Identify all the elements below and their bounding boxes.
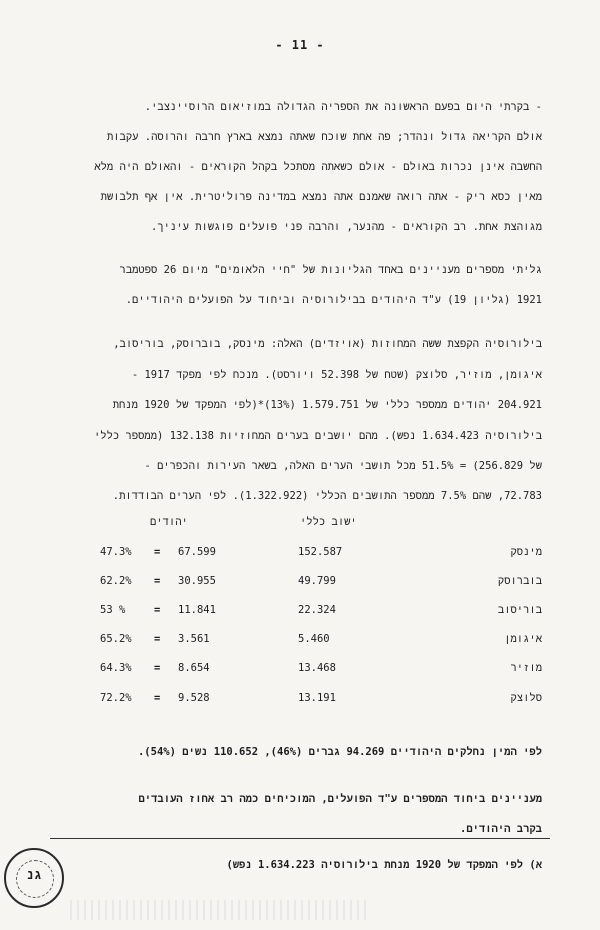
row-jews: 8.654 <box>178 662 210 674</box>
row-jews: 9.528 <box>178 692 210 704</box>
scan-noise <box>70 900 370 920</box>
row-separator: = <box>154 546 161 558</box>
para3-line-2: איגומן, מוזיר, סלוצק (שטח של 52.398 ויורסט). מנכח לפי מפקד 1917 - <box>131 369 542 381</box>
para3-line-3: 204.921 יהודים ממספר כללי של 1.579.751 (13%)*(לפי המפקד של 1920 מנחת <box>112 399 542 411</box>
archive-stamp-icon <box>4 848 64 908</box>
row-city: איגומן <box>504 633 542 645</box>
row-separator: = <box>154 575 161 587</box>
row-jews: 3.561 <box>178 633 210 645</box>
row-jews: 11.841 <box>178 604 216 616</box>
row-jews: 30.955 <box>178 575 216 587</box>
stamp-text: גנ <box>26 868 42 883</box>
para1-line-1: - בקרתי היום בפעם הראשונה את הספריה הגדולה במוזיאום הרוסיינצבי. <box>144 101 542 113</box>
gender-summary: לפי המין נחלקים היהודיים 94.269 גברים (46%), 110.652 נשים (54%). <box>137 746 542 758</box>
table-header-total: ישוב כללי <box>300 516 357 528</box>
row-separator: = <box>154 662 161 674</box>
row-percent: 53 % <box>100 604 126 616</box>
footnote: א) לפי המפקד של 1920 מנחת בילורוסיה 1.634.223 נפש) <box>226 859 542 871</box>
row-total: 22.324 <box>298 604 336 616</box>
row-percent: 64.3% <box>100 662 132 674</box>
para2-line-1: גליתי מספרים מעניינים באחד הגליונות של "חיי הלאומים" מיום 26 ספטמבר <box>119 264 542 276</box>
row-total: 152.587 <box>298 546 343 558</box>
para1-line-5: מגוהצת אחת. רב הקוראים - מהנער, והרבה פני פועלים פוגשות עיניך. <box>151 221 542 233</box>
row-separator: = <box>154 633 161 645</box>
para1-line-2: אולם הקריאה גדול ונהדר; פה אחת שוכח שאתה נמצא בארץ חרבה והרוסה. עקבות <box>106 131 542 143</box>
footnote-divider <box>50 838 550 839</box>
row-percent: 65.2% <box>100 633 132 645</box>
para3-line-1: בילורוסיה הקפצת ששה המחוזות (אויזדים) האלה: מינסק, בוברוסק, בוריסוב, <box>113 338 542 350</box>
row-percent: 62.2% <box>100 575 132 587</box>
row-percent: 47.3% <box>100 546 132 558</box>
row-city: מוזיר <box>510 662 542 674</box>
row-percent: 72.2% <box>100 692 132 704</box>
table-header-jews: יהודים <box>150 516 188 528</box>
row-city: בוריסוב <box>497 604 542 616</box>
para3-line-6: 72.783, שהם 7.5% ממספר התושבים הכללי (1.322.922). לפי הערים הבודדות. <box>112 490 542 502</box>
row-separator: = <box>154 692 161 704</box>
row-total: 13.191 <box>298 692 336 704</box>
para4-line-1: מעניינים ביחוד המספרים ע"ד הפועלים, המוכיחים כמה רב אחוז העובדים <box>138 793 542 805</box>
para1-line-3: החשבה אינן נכרות באולם - אולם כשאתה מסתכל בקהל הקוראים - והאולם היה מלא <box>94 161 542 173</box>
row-city: מינסק <box>510 546 542 558</box>
para4-line-2: בקרב היהודים. <box>460 823 542 835</box>
row-city: סלוצק <box>510 692 542 704</box>
para2-line-2: 1921 (גליון 19) ע"ד היהודים בבילורוסיה וביחוד על הפועלים היהודיים. <box>125 294 542 306</box>
row-separator: = <box>154 604 161 616</box>
row-total: 49.799 <box>298 575 336 587</box>
page-number: - 11 - <box>275 38 325 52</box>
para1-line-4: מאין כסא ריק - אתה רואה שאמנם אתה נמצא במדינה פרוליטרית. אין אף תלבושת <box>100 191 542 203</box>
row-total: 13.468 <box>298 662 336 674</box>
row-jews: 67.599 <box>178 546 216 558</box>
para3-line-4: בילורוסיה 1.634.423 נפש). מהם יושבים בערים המחוזיות 132.138 (ממספר כללי <box>94 430 542 442</box>
row-city: בוברוסק <box>497 575 542 587</box>
row-total: 5.460 <box>298 633 330 645</box>
para3-line-5: של 256.829) = 51.5% מכל תושבי הערים האלה, בשאר העירות והכפרים - <box>144 460 542 472</box>
